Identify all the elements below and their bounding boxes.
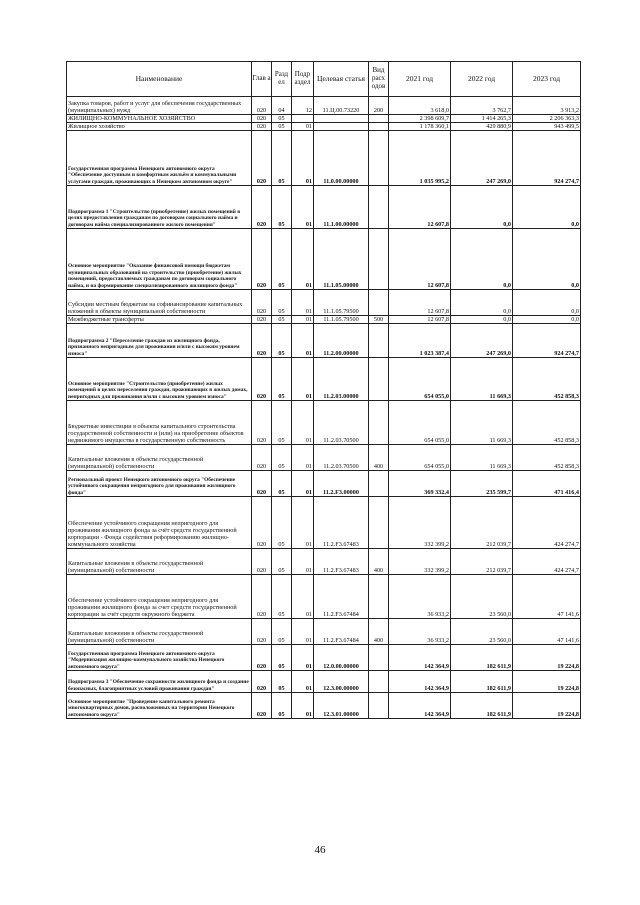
- cell-name: Основное мероприятие "Строительство (приобретение) жилых помещений в целях переселения граждан, проживающих в жилых домах, непригодных для проживания и/или с высоким уровнем износа": [67, 358, 252, 401]
- cell-2023: 0,0: [513, 316, 581, 324]
- cell-podrazdel: 01: [292, 445, 314, 471]
- cell-2022: 235 599,7: [451, 471, 513, 497]
- cell-2021: 12 607,8: [389, 290, 451, 316]
- cell-2021: 36 933,2: [389, 619, 451, 645]
- header-statya: Целевая статья: [314, 62, 369, 97]
- cell-2023: 2 206 363,3: [513, 115, 581, 123]
- cell-statya: 11.2.F3.67483: [314, 549, 369, 575]
- cell-glava: 020: [252, 693, 272, 719]
- table-row: [67, 671, 581, 693]
- cell-podrazdel: 01: [292, 229, 314, 290]
- cell-vid: 400: [369, 619, 389, 645]
- cell-2022: 23 560,0: [451, 619, 513, 645]
- cell-name: Межбюджетные трансферты: [67, 316, 252, 324]
- cell-razdel: 05: [272, 324, 292, 358]
- cell-2021: 1 023 387,4: [389, 324, 451, 358]
- cell-glava: 020: [252, 324, 272, 358]
- cell-vid: [369, 186, 389, 229]
- cell-name: Основное мероприятие "Оказание финансовой помощи бюджетам муниципальных образований на строительство (приобретение) жилых помещений, предоставляемых гражданам по договорам социального найма, и на формирование специализированного жилищного фонда": [67, 229, 252, 290]
- page-number: 46: [314, 844, 326, 856]
- cell-statya: 11.2.F3.00000: [314, 471, 369, 497]
- cell-2022: 182 611,9: [451, 671, 513, 693]
- table-row: [67, 186, 581, 229]
- cell-glava: 020: [252, 645, 272, 671]
- cell-2022: 212 039,7: [451, 549, 513, 575]
- cell-2023: 19 224,8: [513, 645, 581, 671]
- cell-name: Подпрограмма 3 "Обеспечение сохранности жилищного фонда и создание безопасных, благоприятных условий проживания граждан": [67, 671, 252, 693]
- cell-2023: 452 858,3: [513, 445, 581, 471]
- header-2023: 2023 год: [513, 62, 581, 97]
- cell-2023: 19 224,8: [513, 671, 581, 693]
- cell-razdel: 05: [272, 671, 292, 693]
- cell-2022: 11 669,3: [451, 445, 513, 471]
- cell-statya: 11.1.05.00000: [314, 229, 369, 290]
- cell-podrazdel: 01: [292, 290, 314, 316]
- cell-2023: 47 141,6: [513, 619, 581, 645]
- cell-2023: 424 274,7: [513, 549, 581, 575]
- cell-razdel: 05: [272, 358, 292, 401]
- cell-razdel: 05: [272, 549, 292, 575]
- cell-vid: [369, 645, 389, 671]
- table-row: [67, 549, 581, 575]
- cell-razdel: 05: [272, 401, 292, 445]
- cell-name: Государственная программа Ненецкого автономного округа "Обеспечение доступным и комфортным жильём и коммунальными услугами граждан, проживающих в Ненецком автономном округе": [67, 131, 252, 186]
- cell-2021: 12 607,8: [389, 316, 451, 324]
- cell-glava: 020: [252, 549, 272, 575]
- cell-2021: 654 055,0: [389, 445, 451, 471]
- cell-2021: 1 035 995,2: [389, 131, 451, 186]
- cell-podrazdel: 01: [292, 549, 314, 575]
- cell-name: Обеспечение устойчивого сокращения непригодного для проживания жилищного фонда за счет средств государственной корпорации за счёт средств окружного бюджета: [67, 575, 252, 619]
- cell-2023: 424 274,7: [513, 497, 581, 549]
- cell-razdel: 05: [272, 123, 292, 131]
- table-row: [67, 290, 581, 316]
- cell-2021: 654 055,0: [389, 358, 451, 401]
- header-glava: Глав а: [252, 62, 272, 97]
- cell-razdel: 05: [272, 131, 292, 186]
- cell-vid: [369, 693, 389, 719]
- cell-podrazdel: 12: [292, 97, 314, 115]
- cell-2023: 0,0: [513, 186, 581, 229]
- cell-vid: [369, 123, 389, 131]
- cell-2023: 47 141,6: [513, 575, 581, 619]
- cell-podrazdel: 01: [292, 497, 314, 549]
- cell-name: Капитальные вложения в объекты государственной (муниципальной) собственности: [67, 619, 252, 645]
- table-row: [67, 229, 581, 290]
- cell-2022: 182 611,9: [451, 645, 513, 671]
- cell-2021: 1 178 360,1: [389, 123, 451, 131]
- cell-vid: [369, 497, 389, 549]
- table-row: [67, 401, 581, 445]
- cell-vid: [369, 131, 389, 186]
- cell-2021: 654 055,0: [389, 401, 451, 445]
- cell-2022: 0,0: [451, 290, 513, 316]
- cell-glava: 020: [252, 123, 272, 131]
- cell-vid: [369, 575, 389, 619]
- cell-glava: 020: [252, 229, 272, 290]
- cell-statya: 11.1.00.00000: [314, 186, 369, 229]
- cell-podrazdel: 01: [292, 575, 314, 619]
- cell-vid: [369, 401, 389, 445]
- cell-podrazdel: 01: [292, 693, 314, 719]
- cell-podrazdel: 01: [292, 316, 314, 324]
- cell-glava: 020: [252, 445, 272, 471]
- table-body: [67, 97, 581, 719]
- cell-statya: 11.Ц.00.73220: [314, 97, 369, 115]
- cell-statya: 11.2.03.00000: [314, 358, 369, 401]
- cell-2022: 23 560,0: [451, 575, 513, 619]
- header-2022: 2022 год: [451, 62, 513, 97]
- cell-glava: 020: [252, 316, 272, 324]
- cell-2022: 247 269,0: [451, 131, 513, 186]
- cell-statya: 11.2.F3.67484: [314, 619, 369, 645]
- cell-razdel: 05: [272, 693, 292, 719]
- table-row: [67, 316, 581, 324]
- cell-statya: 11.0.00.00000: [314, 131, 369, 186]
- cell-glava: 020: [252, 619, 272, 645]
- cell-statya: 12.3.01.00000: [314, 693, 369, 719]
- cell-name: Подпрограмма 1 "Строительство (приобретение) жилых помещений в целях предоставления гражданам по договорам социального найма и договорам найма специализированного жилого помещения": [67, 186, 252, 229]
- cell-name: Обеспечение устойчивого сокращения непригодного для проживания жилищного фонда за счёт средств государственной корпорации - Фонда содействия реформированию жилищно-коммунального хозяйства: [67, 497, 252, 549]
- cell-statya: 11.2.03.70500: [314, 445, 369, 471]
- cell-name: Основное мероприятие "Проведение капитального ремонта многоквартирных домов, расположенных на территории Ненецкого автономного округа": [67, 693, 252, 719]
- cell-2021: 2 398 609,7: [389, 115, 451, 123]
- cell-podrazdel: 01: [292, 471, 314, 497]
- table-row: [67, 471, 581, 497]
- cell-vid: [369, 229, 389, 290]
- cell-name: Жилищное хозяйство: [67, 123, 252, 131]
- table-row: [67, 123, 581, 131]
- cell-podrazdel: 01: [292, 186, 314, 229]
- cell-podrazdel: 01: [292, 324, 314, 358]
- cell-glava: 020: [252, 186, 272, 229]
- cell-2022: 1 414 265,3: [451, 115, 513, 123]
- cell-name: Капитальные вложения в объекты государственной (муниципальной) собственности: [67, 445, 252, 471]
- budget-table: [66, 61, 581, 719]
- cell-statya: 11.2.F3.67483: [314, 497, 369, 549]
- cell-2021: 36 933,2: [389, 575, 451, 619]
- cell-podrazdel: 01: [292, 645, 314, 671]
- cell-razdel: 05: [272, 115, 292, 123]
- cell-2021: 12 607,8: [389, 186, 451, 229]
- cell-statya: [314, 123, 369, 131]
- cell-vid: 400: [369, 445, 389, 471]
- budget-table-sheet: [66, 61, 580, 719]
- table-row: [67, 575, 581, 619]
- header-razdel: Разд ел: [272, 62, 292, 97]
- cell-2021: 142 364,9: [389, 671, 451, 693]
- table-row: [67, 131, 581, 186]
- cell-vid: 500: [369, 316, 389, 324]
- cell-vid: [369, 671, 389, 693]
- cell-glava: 020: [252, 671, 272, 693]
- cell-razdel: 05: [272, 229, 292, 290]
- table-row: [67, 645, 581, 671]
- cell-statya: 11.2.03.70500: [314, 401, 369, 445]
- cell-razdel: 05: [272, 186, 292, 229]
- cell-2021: 142 364,9: [389, 645, 451, 671]
- header-vid: Вид расх одов: [369, 62, 389, 97]
- cell-podrazdel: 01: [292, 619, 314, 645]
- cell-glava: 020: [252, 290, 272, 316]
- cell-glava: 020: [252, 358, 272, 401]
- cell-2021: 332 399,2: [389, 497, 451, 549]
- cell-2023: 0,0: [513, 290, 581, 316]
- cell-name: Закупка товаров, работ и услуг для обеспечения государственных (муниципальных) нужд: [67, 97, 252, 115]
- cell-2021: 369 332,4: [389, 471, 451, 497]
- header-2021: 2021 год: [389, 62, 451, 97]
- table-row: [67, 358, 581, 401]
- cell-razdel: 05: [272, 290, 292, 316]
- cell-razdel: 04: [272, 97, 292, 115]
- cell-glava: 020: [252, 97, 272, 115]
- cell-2022: 11 669,3: [451, 401, 513, 445]
- cell-glava: 020: [252, 401, 272, 445]
- cell-2022: 212 039,7: [451, 497, 513, 549]
- cell-2022: 0,0: [451, 316, 513, 324]
- cell-vid: 400: [369, 549, 389, 575]
- cell-name: Субсидии местным бюджетам на софинансирование капитальных вложений в объекты муниципальной собственности: [67, 290, 252, 316]
- cell-2021: 142 364,9: [389, 693, 451, 719]
- cell-2021: 12 607,8: [389, 229, 451, 290]
- cell-razdel: 05: [272, 471, 292, 497]
- table-row: [67, 497, 581, 549]
- cell-2023: 924 274,7: [513, 131, 581, 186]
- cell-vid: 200: [369, 97, 389, 115]
- cell-razdel: 05: [272, 619, 292, 645]
- cell-name: ЖИЛИЩНО-КОММУНАЛЬНОЕ ХОЗЯЙСТВО: [67, 115, 252, 123]
- cell-statya: 11.2.F3.67484: [314, 575, 369, 619]
- table-row: [67, 97, 581, 115]
- cell-vid: [369, 324, 389, 358]
- table-row: [67, 445, 581, 471]
- cell-vid: [369, 115, 389, 123]
- cell-glava: 020: [252, 115, 272, 123]
- cell-name: Подпрограмма 2 "Переселение граждан из жилищного фонда, признанного непригодным для проживания и/или с высоким уровнем износа": [67, 324, 252, 358]
- cell-2021: 332 399,2: [389, 549, 451, 575]
- cell-2022: 247 269,0: [451, 324, 513, 358]
- table-row: [67, 324, 581, 358]
- cell-vid: [369, 471, 389, 497]
- cell-2023: 471 416,4: [513, 471, 581, 497]
- cell-2023: 943 499,5: [513, 123, 581, 131]
- cell-razdel: 05: [272, 316, 292, 324]
- cell-2022: 3 762,7: [451, 97, 513, 115]
- cell-vid: [369, 290, 389, 316]
- cell-razdel: 05: [272, 575, 292, 619]
- table-row: [67, 619, 581, 645]
- cell-statya: 11.1.05.79500: [314, 290, 369, 316]
- cell-glava: 020: [252, 497, 272, 549]
- cell-2023: 452 858,3: [513, 358, 581, 401]
- cell-glava: 020: [252, 575, 272, 619]
- cell-glava: 020: [252, 131, 272, 186]
- cell-podrazdel: 01: [292, 358, 314, 401]
- cell-glava: 020: [252, 471, 272, 497]
- cell-podrazdel: 01: [292, 401, 314, 445]
- table-header-row: [67, 62, 581, 97]
- cell-podrazdel: 01: [292, 671, 314, 693]
- cell-statya: 11.1.05.79500: [314, 316, 369, 324]
- cell-razdel: 05: [272, 497, 292, 549]
- cell-name: Бюджетные инвестиции в объекты капитального строительства государственной собственности и (или) на приобретение объектов недвижимого имущества в государственную собственность: [67, 401, 252, 445]
- cell-vid: [369, 358, 389, 401]
- table-row: [67, 115, 581, 123]
- cell-2023: 924 274,7: [513, 324, 581, 358]
- cell-2022: 11 669,3: [451, 358, 513, 401]
- cell-razdel: 05: [272, 645, 292, 671]
- cell-statya: 12.0.00.00000: [314, 645, 369, 671]
- cell-2023: 0,0: [513, 229, 581, 290]
- cell-2021: 3 618,0: [389, 97, 451, 115]
- cell-podrazdel: 01: [292, 131, 314, 186]
- cell-podrazdel: [292, 115, 314, 123]
- header-name: Наименование: [67, 62, 252, 97]
- cell-statya: [314, 115, 369, 123]
- cell-podrazdel: 01: [292, 123, 314, 131]
- table-row: [67, 693, 581, 719]
- cell-statya: 12.3.00.00000: [314, 671, 369, 693]
- cell-statya: 11.2.00.00000: [314, 324, 369, 358]
- cell-name: Капитальные вложения в объекты государственной (муниципальной) собственности: [67, 549, 252, 575]
- cell-name: Государственная программа Ненецкого автономного округа "Модернизация жилищно-коммунального хозяйства Ненецкого автономного округа": [67, 645, 252, 671]
- header-podrazdel: Подр аздел: [292, 62, 314, 97]
- cell-2023: 19 224,8: [513, 693, 581, 719]
- cell-name: Региональный проект Ненецкого автономного округа "Обеспечение устойчивого сокращения непригодного для проживания жилищного фонда": [67, 471, 252, 497]
- cell-2023: 452 858,3: [513, 401, 581, 445]
- cell-2023: 3 913,2: [513, 97, 581, 115]
- cell-2022: 0,0: [451, 229, 513, 290]
- cell-2022: 429 880,9: [451, 123, 513, 131]
- cell-2022: 182 611,9: [451, 693, 513, 719]
- cell-2022: 0,0: [451, 186, 513, 229]
- cell-razdel: 05: [272, 445, 292, 471]
